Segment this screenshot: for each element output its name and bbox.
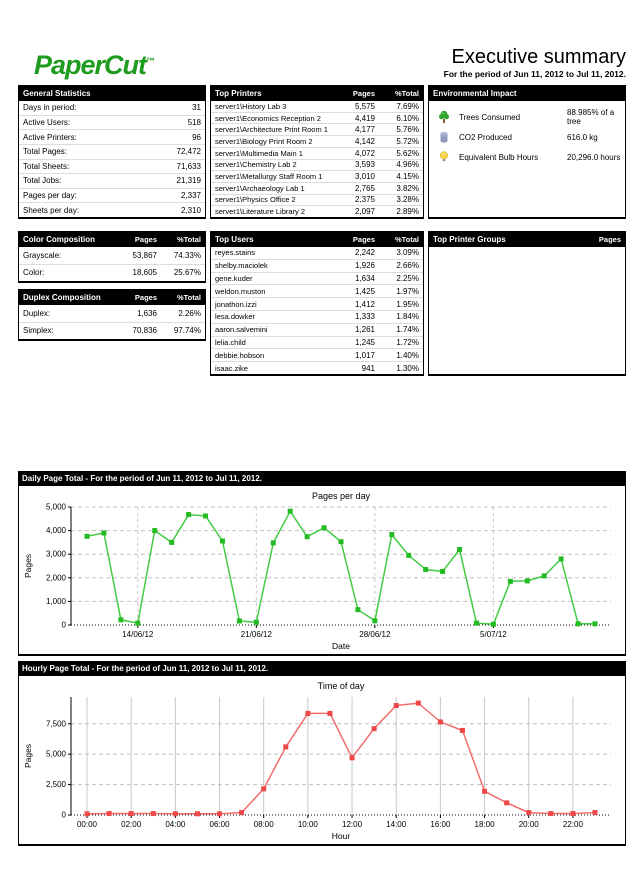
svg-text:2,500: 2,500	[45, 780, 66, 790]
duplex-composition-header	[19, 290, 205, 305]
env-label: CO2 Produced	[459, 132, 512, 142]
report-header	[0, 0, 636, 85]
user-name: reyes.stains	[215, 248, 256, 258]
top-printers-table	[210, 85, 424, 219]
table-row	[211, 362, 423, 374]
stat-value: 2,337	[180, 191, 201, 201]
svg-text:10:00: 10:00	[297, 820, 318, 829]
total-column-header: %Total	[176, 235, 201, 244]
pages-column-header: Pages	[352, 89, 375, 98]
user-percent: 1.72%	[396, 337, 419, 347]
svg-text:Hour: Hour	[331, 831, 351, 841]
user-percent: 1.97%	[396, 286, 419, 296]
color-composition-header	[19, 232, 205, 247]
stat-label: Total Sheets:	[23, 161, 70, 171]
svg-text:04:00: 04:00	[165, 820, 186, 829]
stat-label: Total Jobs:	[23, 176, 62, 186]
top-users-table	[210, 231, 424, 376]
printer-percent: 5.72%	[396, 136, 419, 146]
table-row	[19, 323, 205, 340]
svg-text:22:00: 22:00	[562, 820, 583, 829]
table-title: Environmental Impact	[433, 89, 517, 98]
svg-text:21/06/12: 21/06/12	[240, 630, 272, 639]
table-row	[19, 145, 205, 160]
hourly-page-total-section	[18, 661, 626, 846]
table-row	[211, 247, 423, 260]
stat-value: 96	[192, 132, 201, 142]
printer-percent: 6.10%	[396, 113, 419, 123]
table-row	[211, 206, 423, 217]
stat-label: Active Users:	[23, 117, 71, 127]
composition-label: Simplex:	[23, 326, 54, 336]
composition-label: Color:	[23, 268, 45, 278]
table-row	[19, 305, 205, 323]
stat-label: Sheets per day:	[23, 205, 80, 215]
composition-percent: 2.26%	[178, 308, 201, 318]
user-percent: 3.09%	[396, 248, 419, 258]
table-row	[211, 148, 423, 160]
composition-percent: 97.74%	[173, 326, 201, 336]
user-pages: 1,333	[354, 312, 375, 322]
user-percent: 1.74%	[396, 325, 419, 335]
top-users-body	[211, 247, 423, 374]
duplex-composition-table	[18, 289, 206, 341]
user-name: lelia.child	[215, 337, 246, 347]
svg-text:1,000: 1,000	[45, 596, 66, 606]
hourly-section-title: Hourly Page Total - For the period of Jun 11, 2012 to Jul 11, 2012.	[18, 661, 626, 676]
table-row	[19, 174, 205, 189]
table-row	[211, 124, 423, 136]
stat-value: 2,310	[180, 205, 201, 215]
svg-text:12:00: 12:00	[342, 820, 363, 829]
stat-value: 71,633	[176, 161, 201, 171]
table-row	[211, 324, 423, 337]
user-pages: 1,261	[354, 325, 375, 335]
composition-pages: 18,605	[132, 268, 157, 278]
svg-text:5,000: 5,000	[45, 749, 66, 759]
page-title: Executive summary	[451, 46, 626, 68]
printer-name: server1\Multimedia Main 1	[215, 148, 303, 158]
daily-page-total-section	[18, 471, 626, 656]
composition-pages: 53,867	[132, 250, 157, 260]
printer-pages: 4,177	[354, 125, 375, 135]
composition-label: Duplex:	[23, 308, 51, 318]
table-row	[211, 273, 423, 286]
table-row	[19, 247, 205, 265]
printer-percent: 3.82%	[396, 183, 419, 193]
trademark-symbol: ™	[146, 56, 156, 66]
table-title: Top Users	[215, 235, 254, 244]
pages-column-header: Pages	[134, 235, 157, 244]
user-name: weldon.muston	[215, 286, 266, 296]
table-row	[19, 101, 205, 116]
table-row	[211, 171, 423, 183]
table-row	[19, 265, 205, 282]
logo-text: PaperCut	[34, 50, 147, 80]
top-printer-groups-table	[428, 231, 626, 376]
composition-percent: 25.67%	[173, 268, 201, 278]
total-column-header: %Total	[394, 89, 419, 98]
table-row	[19, 189, 205, 204]
composition-percent: 74.33%	[173, 250, 201, 260]
env-label: Equivalent Bulb Hours	[459, 152, 539, 162]
user-percent: 1.30%	[396, 363, 419, 373]
user-pages: 2,242	[354, 248, 375, 258]
table-title: Top Printer Groups	[433, 235, 506, 244]
table-row	[19, 203, 205, 217]
printer-pages: 4,419	[354, 113, 375, 123]
tree-icon	[437, 110, 451, 124]
composition-label: Grayscale:	[23, 250, 62, 260]
user-name: jonathon.izzi	[215, 299, 257, 309]
daily-chart-box	[18, 486, 626, 656]
svg-text:5/07/12: 5/07/12	[480, 630, 507, 639]
top-users-header	[211, 232, 423, 247]
printer-percent: 5.76%	[396, 125, 419, 135]
svg-text:0: 0	[61, 810, 66, 820]
table-row	[211, 285, 423, 298]
svg-text:Date: Date	[332, 641, 350, 651]
duplex-composition-body	[19, 305, 205, 339]
user-pages: 1,926	[354, 261, 375, 271]
stat-label: Days in period:	[23, 103, 77, 113]
daily-page-chart	[21, 487, 623, 653]
table-title: Duplex Composition	[23, 293, 101, 302]
svg-text:20:00: 20:00	[518, 820, 539, 829]
hourly-chart-box	[18, 676, 626, 846]
stat-label: Total Pages:	[23, 147, 68, 157]
user-pages: 1,425	[354, 286, 375, 296]
svg-text:16:00: 16:00	[430, 820, 451, 829]
table-row	[211, 311, 423, 324]
user-pages: 1,017	[354, 350, 375, 360]
env-row-bulb	[429, 147, 625, 167]
env-label: Trees Consumed	[459, 112, 521, 122]
environmental-impact-header	[429, 86, 625, 101]
table-row	[211, 160, 423, 172]
svg-text:4,000: 4,000	[45, 526, 66, 536]
printer-pages: 2,375	[354, 195, 375, 205]
user-name: shelby.maciolek	[215, 261, 268, 271]
daily-section-title: Daily Page Total - For the period of Jun 11, 2012 to Jul 11, 2012.	[18, 471, 626, 486]
table-row	[211, 113, 423, 125]
printer-pages: 3,593	[354, 160, 375, 170]
table-row	[211, 298, 423, 311]
hourly-page-chart	[21, 677, 623, 843]
printer-name: server1\Archaeology Lab 1	[215, 183, 305, 193]
svg-text:0: 0	[61, 620, 66, 630]
general-statistics-header	[19, 86, 205, 101]
user-name: lesa.dowker	[215, 312, 256, 322]
printer-pages: 4,072	[354, 148, 375, 158]
bulb-icon	[437, 150, 451, 164]
user-pages: 1,245	[354, 337, 375, 347]
printer-pages: 3,010	[354, 172, 375, 182]
env-row-co2	[429, 127, 625, 147]
general-statistics-table	[18, 85, 206, 219]
printer-name: server1\Architecture Print Room 1	[215, 125, 328, 135]
printer-name: server1\Economics Reception 2	[215, 113, 321, 123]
svg-text:14/06/12: 14/06/12	[122, 630, 154, 639]
pages-column-header: Pages	[598, 235, 621, 244]
user-name: gene.kuder	[215, 273, 253, 283]
stat-value: 518	[187, 117, 201, 127]
printer-name: server1\History Lab 3	[215, 101, 287, 111]
printer-name: server1\Chemistry Lab 2	[215, 160, 297, 170]
top-printers-header	[211, 86, 423, 101]
user-pages: 1,634	[354, 273, 375, 283]
table-title: General Statistics	[23, 89, 91, 98]
table-row	[19, 116, 205, 131]
table-title: Top Printers	[215, 89, 262, 98]
env-value: 616.0 kg	[567, 132, 598, 142]
user-pages: 1,412	[354, 299, 375, 309]
svg-text:28/06/12: 28/06/12	[359, 630, 391, 639]
svg-text:14:00: 14:00	[386, 820, 407, 829]
printer-percent: 4.15%	[396, 172, 419, 182]
svg-text:Pages: Pages	[23, 743, 33, 769]
table-row	[211, 337, 423, 350]
table-row	[19, 130, 205, 145]
stat-value: 21,319	[176, 176, 201, 186]
total-column-header: %Total	[394, 235, 419, 244]
table-row	[211, 136, 423, 148]
printer-pages: 2,765	[354, 183, 375, 193]
user-name: aaron.salvemini	[215, 325, 268, 335]
printer-percent: 3.28%	[396, 195, 419, 205]
svg-text:00:00: 00:00	[76, 820, 98, 829]
papercut-logo	[34, 52, 155, 79]
user-name: isaac.zike	[215, 363, 248, 373]
co2-icon	[437, 130, 451, 144]
user-percent: 2.66%	[396, 261, 419, 271]
printer-name: server1\Metallurgy Staff Room 1	[215, 172, 323, 182]
svg-text:08:00: 08:00	[253, 820, 274, 829]
top-printer-groups-body	[429, 247, 625, 374]
printer-percent: 7.69%	[396, 101, 419, 111]
printer-name: server1\Biology Print Room 2	[215, 136, 313, 146]
printer-name: server1\Physics Office 2	[215, 195, 296, 205]
report-period: For the period of Jun 11, 2012 to Jul 11, 2012.	[443, 69, 626, 79]
header-right	[444, 46, 626, 79]
general-statistics-body	[19, 101, 205, 217]
stat-label: Pages per day:	[23, 191, 77, 201]
composition-pages: 1,636	[136, 308, 157, 318]
total-column-header: %Total	[176, 293, 201, 302]
table-title: Color Composition	[23, 235, 95, 244]
printer-name: server1\Literature Library 2	[215, 207, 306, 217]
svg-text:3,000: 3,000	[45, 549, 66, 559]
table-row	[211, 101, 423, 113]
table-row	[211, 195, 423, 207]
color-composition-body	[19, 247, 205, 281]
environmental-impact-panel	[428, 85, 626, 219]
top-printer-groups-header	[429, 232, 625, 247]
svg-text:06:00: 06:00	[209, 820, 230, 829]
stats-row-2	[18, 231, 626, 376]
printer-pages: 2,097	[354, 207, 375, 217]
svg-text:Time of day: Time of day	[317, 681, 365, 691]
composition-pages: 70,836	[132, 326, 157, 336]
env-value: 88.985% of a tree	[567, 108, 615, 126]
svg-text:5,000: 5,000	[45, 502, 66, 512]
table-row	[211, 349, 423, 362]
user-percent: 1.40%	[396, 350, 419, 360]
color-composition-table	[18, 231, 206, 283]
stats-row-1	[18, 85, 626, 219]
top-printers-body	[211, 101, 423, 217]
printer-pages: 5,575	[354, 101, 375, 111]
stat-label: Active Printers:	[23, 132, 77, 142]
user-percent: 2.25%	[396, 273, 419, 283]
user-percent: 1.95%	[396, 299, 419, 309]
pages-column-header: Pages	[134, 293, 157, 302]
user-percent: 1.84%	[396, 312, 419, 322]
printer-percent: 4.96%	[396, 160, 419, 170]
table-row	[211, 260, 423, 273]
svg-text:02:00: 02:00	[121, 820, 142, 829]
environmental-impact-body	[429, 101, 625, 217]
stat-value: 31	[192, 103, 201, 113]
svg-text:7,500: 7,500	[45, 719, 66, 729]
printer-percent: 2.89%	[396, 207, 419, 217]
printer-pages: 4,142	[354, 136, 375, 146]
svg-text:18:00: 18:00	[474, 820, 495, 829]
user-pages: 941	[361, 363, 375, 373]
pages-column-header: Pages	[352, 235, 375, 244]
svg-text:Pages per day: Pages per day	[311, 491, 371, 501]
env-value: 20,296.0 hours	[567, 152, 621, 162]
table-row	[19, 160, 205, 175]
stat-value: 72,472	[176, 147, 201, 157]
svg-text:Pages: Pages	[23, 553, 33, 579]
user-name: debbie.hobson	[215, 350, 265, 360]
env-row-trees	[429, 107, 625, 127]
printer-percent: 5.62%	[396, 148, 419, 158]
svg-text:2,000: 2,000	[45, 573, 66, 583]
table-row	[211, 183, 423, 195]
